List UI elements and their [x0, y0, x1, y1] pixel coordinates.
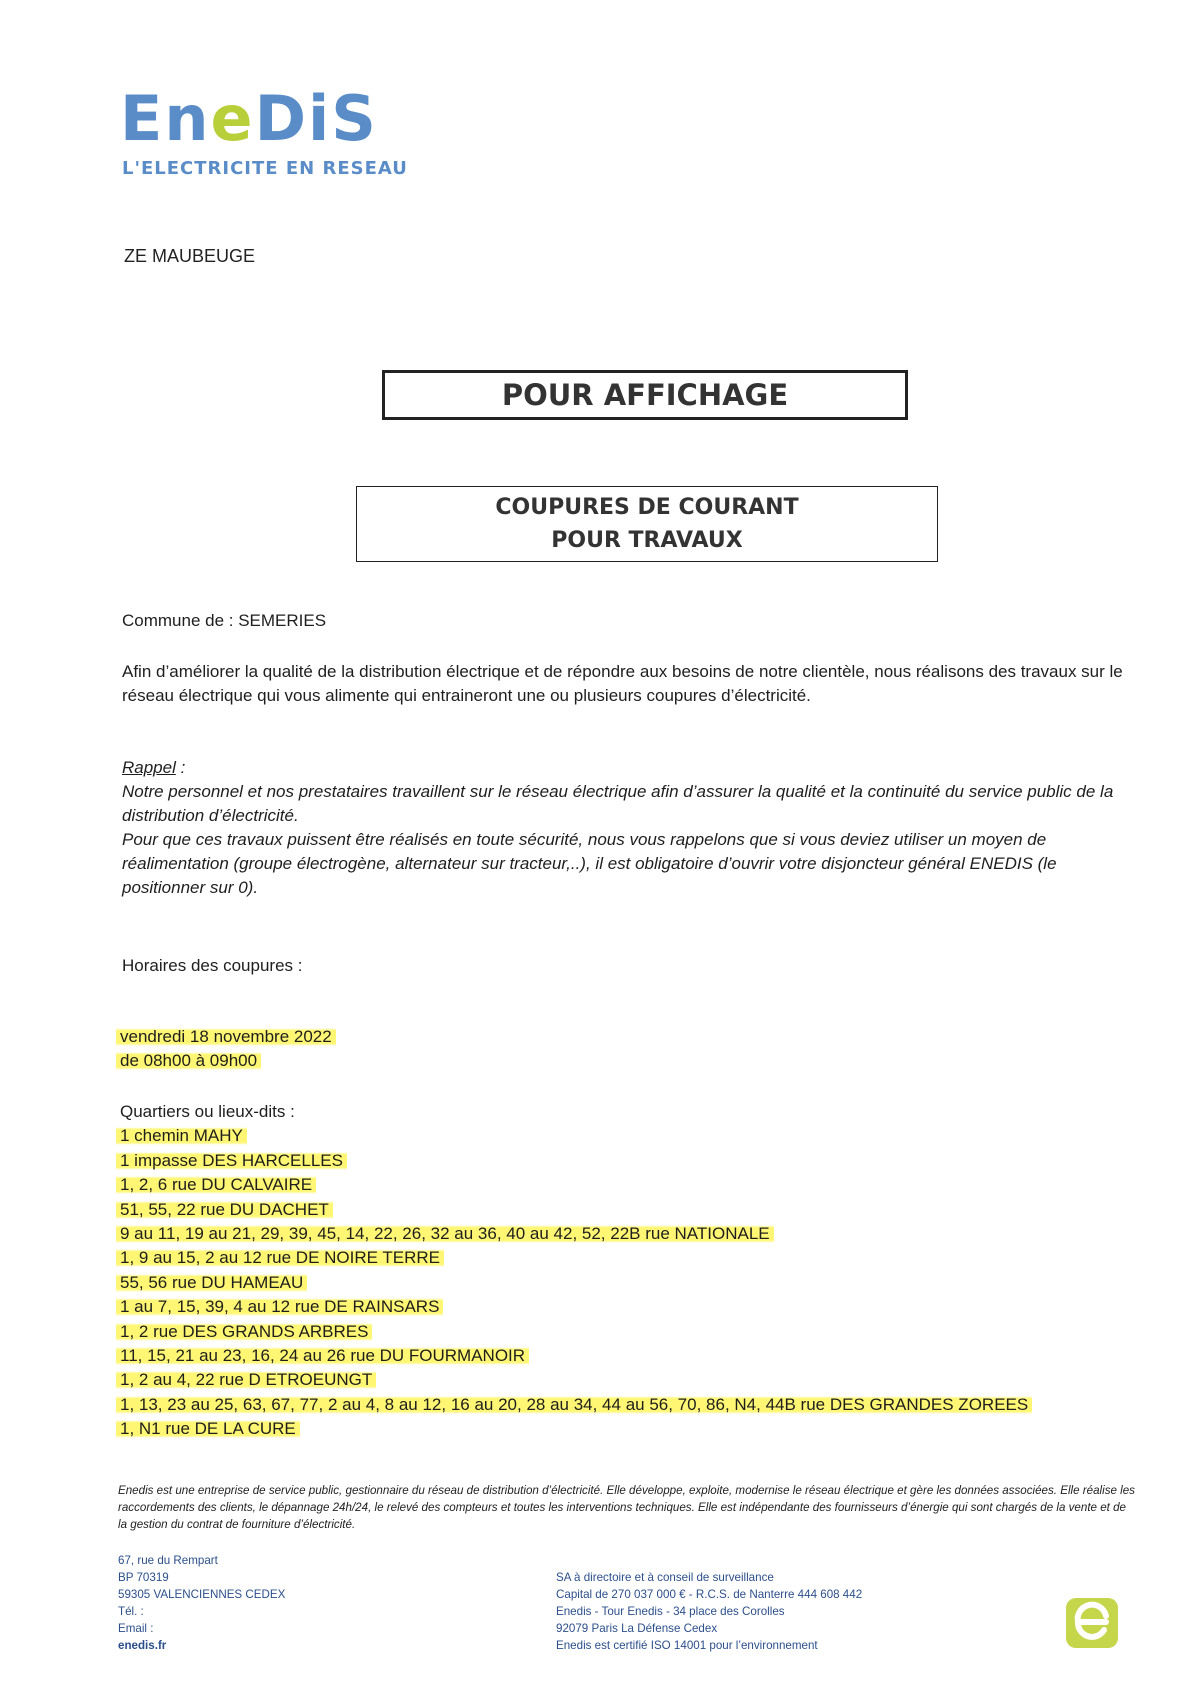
- box-subtitle-line2: POUR TRAVAUX: [551, 528, 743, 553]
- list-item: 1 impasse DES HARCELLES: [116, 1151, 347, 1170]
- rappel-title-suffix: :: [175, 758, 186, 777]
- list-item: 1, 9 au 15, 2 au 12 rue DE NOIRE TERRE: [116, 1248, 444, 1267]
- corporate-line1: SA à directoire et à conseil de surveillance: [556, 1571, 774, 1584]
- enedis-mark-icon: [1062, 1592, 1122, 1652]
- list-item: 1, 2 rue DES GRANDS ARBRES: [116, 1322, 372, 1341]
- list-item: 9 au 11, 19 au 21, 29, 39, 45, 14, 22, 26, 32 au 36, 40 au 42, 52, 22B rue NATIONALE: [116, 1224, 774, 1243]
- list-item: 1, 2 au 4, 22 rue D ETROEUNGT: [116, 1370, 376, 1389]
- logo-word-part2: e: [210, 82, 255, 155]
- address-line2: BP 70319: [118, 1571, 169, 1584]
- website-link[interactable]: enedis.fr: [118, 1639, 167, 1652]
- list-item: 1, N1 rue DE LA CURE: [116, 1419, 300, 1438]
- commune-line: Commune de : SEMERIES: [122, 611, 327, 630]
- list-item: 1, 2, 6 rue DU CALVAIRE: [116, 1175, 316, 1194]
- rappel-section: [122, 756, 1132, 900]
- rappel-title: Rappel: [122, 758, 176, 777]
- enedis-logo: [120, 82, 420, 179]
- coupure-date: vendredi 18 novembre 2022: [116, 1027, 336, 1046]
- logo-wordmark: [120, 82, 378, 155]
- corporate-info: [556, 1569, 862, 1654]
- logo-tagline: L'ELECTRICITE EN RESEAU: [122, 158, 408, 179]
- quartiers-label: Quartiers ou lieux-dits :: [120, 1102, 295, 1121]
- list-item: 11, 15, 21 au 23, 16, 24 au 26 rue DU FOURMANOIR: [116, 1346, 529, 1365]
- coupure-heure: de 08h00 à 09h00: [116, 1051, 261, 1070]
- rappel-paragraph-1: Notre personnel et nos prestataires travaillent sur le réseau électrique afin d’assurer la qualité et la continuité du service public de la distribution d’électricité.: [122, 782, 1114, 825]
- box-subtitle-line1: COUPURES DE COURANT: [495, 495, 799, 520]
- list-item: 51, 55, 22 rue DU DACHET: [116, 1200, 333, 1219]
- intro-paragraph: Afin d’améliorer la qualité de la distribution électrique et de répondre aux besoins de notre clientèle, nous réalisons des travaux sur le réseau électrique qui vous alimente qui entraineront une ou plusieurs coupures d’électricité.: [122, 662, 1123, 705]
- address-line1: 67, rue du Rempart: [118, 1554, 218, 1567]
- quartiers-section: [120, 1100, 1032, 1441]
- box-title: POUR AFFICHAGE: [501, 378, 789, 412]
- address-line3: 59305 VALENCIENNES CEDEX: [118, 1588, 286, 1601]
- coupures-title-box: [356, 486, 938, 562]
- list-item: 1 au 7, 15, 39, 4 au 12 rue DE RAINSARS: [116, 1297, 443, 1316]
- corporate-line5: Enedis est certifié ISO 14001 pour l’environnement: [556, 1639, 818, 1652]
- address-block: [118, 1552, 285, 1654]
- list-item: 1, 13, 23 au 25, 63, 67, 77, 2 au 4, 8 au 12, 16 au 20, 28 au 34, 44 au 56, 70, 86, N4, 44B rue DES GRANDES ZOREES: [116, 1395, 1032, 1414]
- list-item: 55, 56 rue DU HAMEAU: [116, 1273, 307, 1292]
- logo-word-part3: DiS: [254, 82, 378, 155]
- rappel-paragraph-2: Pour que ces travaux puissent être réalisés en toute sécurité, nous vous rappelons que si vous deviez utiliser un moyen de réalimentation (groupe électrogène, alternateur sur tracteur,..), il est obligatoire d’ouvrir votre disjoncteur général ENEDIS (le positionner sur 0).: [122, 830, 1057, 897]
- corporate-line2: Capital de 270 037 000 € - R.C.S. de Nanterre 444 608 442: [556, 1588, 863, 1601]
- logo-word-part1: En: [120, 82, 211, 155]
- footer-description: Enedis est une entreprise de service public, gestionnaire du réseau de distribution d’électricité. Elle développe, exploite, modernise le réseau électrique et gère les données associées. Elle réalise les raccordements des clients, le dépannage 24h/24, le relevé des compteurs et toutes les interventions techniques. Elle est indépendante des fournisseurs d’énergie qui sont chargés de la vente et de la gestion du contrat de fourniture d’électricité.: [118, 1484, 1135, 1531]
- pour-affichage-box: [382, 370, 908, 420]
- corporate-line3: Enedis - Tour Enedis - 34 place des Corolles: [556, 1605, 785, 1618]
- address-tel: Tél. :: [118, 1605, 144, 1618]
- zone-label: ZE MAUBEUGE: [124, 246, 256, 266]
- address-email: Email :: [118, 1622, 154, 1635]
- rappel-heading: [122, 756, 1132, 780]
- coupure-date-block: [120, 1025, 336, 1074]
- horaires-label: Horaires des coupures :: [122, 956, 303, 975]
- list-item: 1 chemin MAHY: [116, 1126, 247, 1145]
- corporate-line4: 92079 Paris La Défense Cedex: [556, 1622, 718, 1635]
